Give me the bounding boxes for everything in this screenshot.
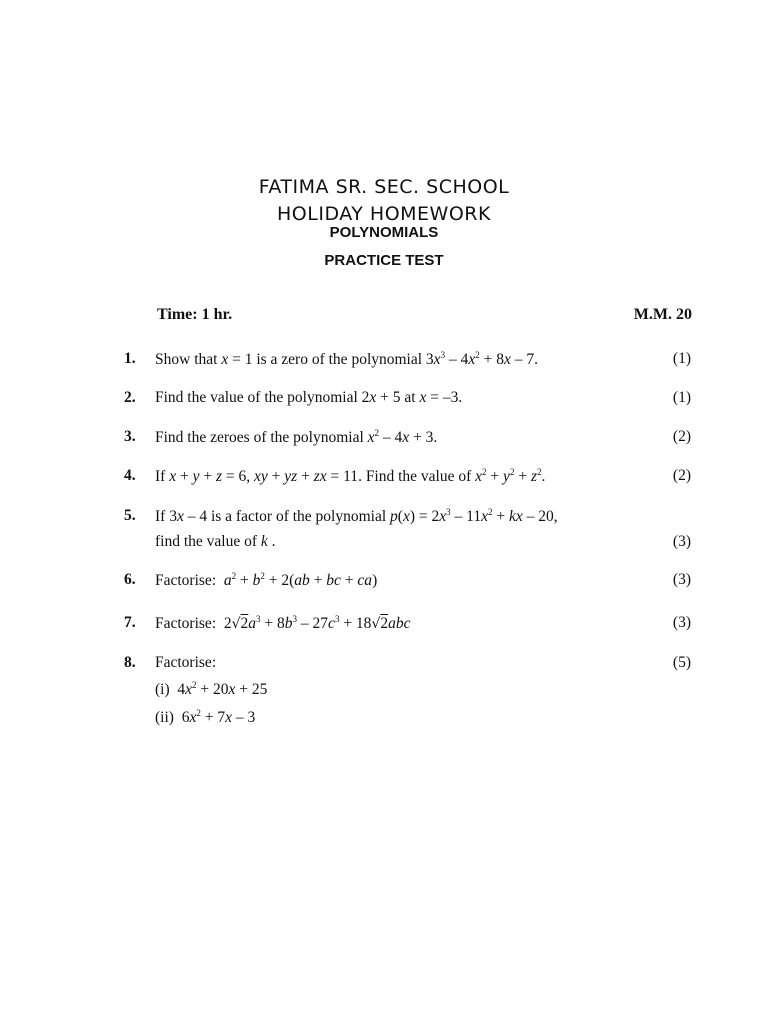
sub-question: (ii) $6x^2 + 7x - 3$ xyxy=(155,708,256,726)
question-marks: (3) xyxy=(672,614,691,631)
question-number: 6. xyxy=(124,571,136,588)
question-marks: (5) xyxy=(672,654,691,671)
homework-title: HOLIDAY HOMEWORK xyxy=(277,203,491,225)
question-text: Factorise: $2√2a^3 + 8b^3 - 27c^3 + 18√2abc$ xyxy=(155,614,411,632)
question-number: 5. xyxy=(124,507,136,524)
question-number: 4. xyxy=(124,467,136,484)
question-marks: (2) xyxy=(672,428,691,445)
max-marks-label: M.M. 20 xyxy=(633,306,692,323)
question-number: 7. xyxy=(124,614,136,631)
question-marks: (3) xyxy=(672,571,691,588)
question-text: Factorise: xyxy=(155,654,217,671)
question-text: If x + y + z = 6, xy + yz + zx = 11. Find the value of $x^2 + y^2 + z^2$. xyxy=(155,467,546,485)
question-marks: (1) xyxy=(672,389,691,406)
test-title: PRACTICE TEST xyxy=(324,252,444,269)
question-number: 2. xyxy=(124,389,136,406)
sub-question: (i) $4x^2 + 20x + 25$ xyxy=(155,680,268,698)
question-number: 3. xyxy=(124,428,136,445)
question-text: Find the zeroes of the polynomial $x^2 - 4x + 3$. xyxy=(155,428,438,446)
question-marks: (1) xyxy=(672,350,691,367)
question-marks: (2) xyxy=(672,467,691,484)
question-text: Show that x = 1 is a zero of the polynomial $3x^3 - 4x^2 + 8x - 7$. xyxy=(155,350,538,368)
time-label: Time: 1 hr. xyxy=(157,306,233,323)
question-text: Factorise: $a^2 + b^2 + 2(ab$ + bc + ca) xyxy=(155,571,378,589)
question-text: If 3x – 4 is a factor of the polynomial $p(x) = 2x^3 - 11x^2$ + kx – 20, xyxy=(155,507,558,525)
question-marks: (3) xyxy=(672,533,691,550)
topic-title: POLYNOMIALS xyxy=(329,224,439,241)
question-text-continued: find the value of k . xyxy=(155,533,276,550)
school-name: FATIMA SR. SEC. SCHOOL xyxy=(258,176,510,198)
question-number: 1. xyxy=(124,350,136,367)
question-text: Find the value of the polynomial 2x + 5 at x = –3. xyxy=(155,389,463,406)
question-number: 8. xyxy=(124,654,136,671)
